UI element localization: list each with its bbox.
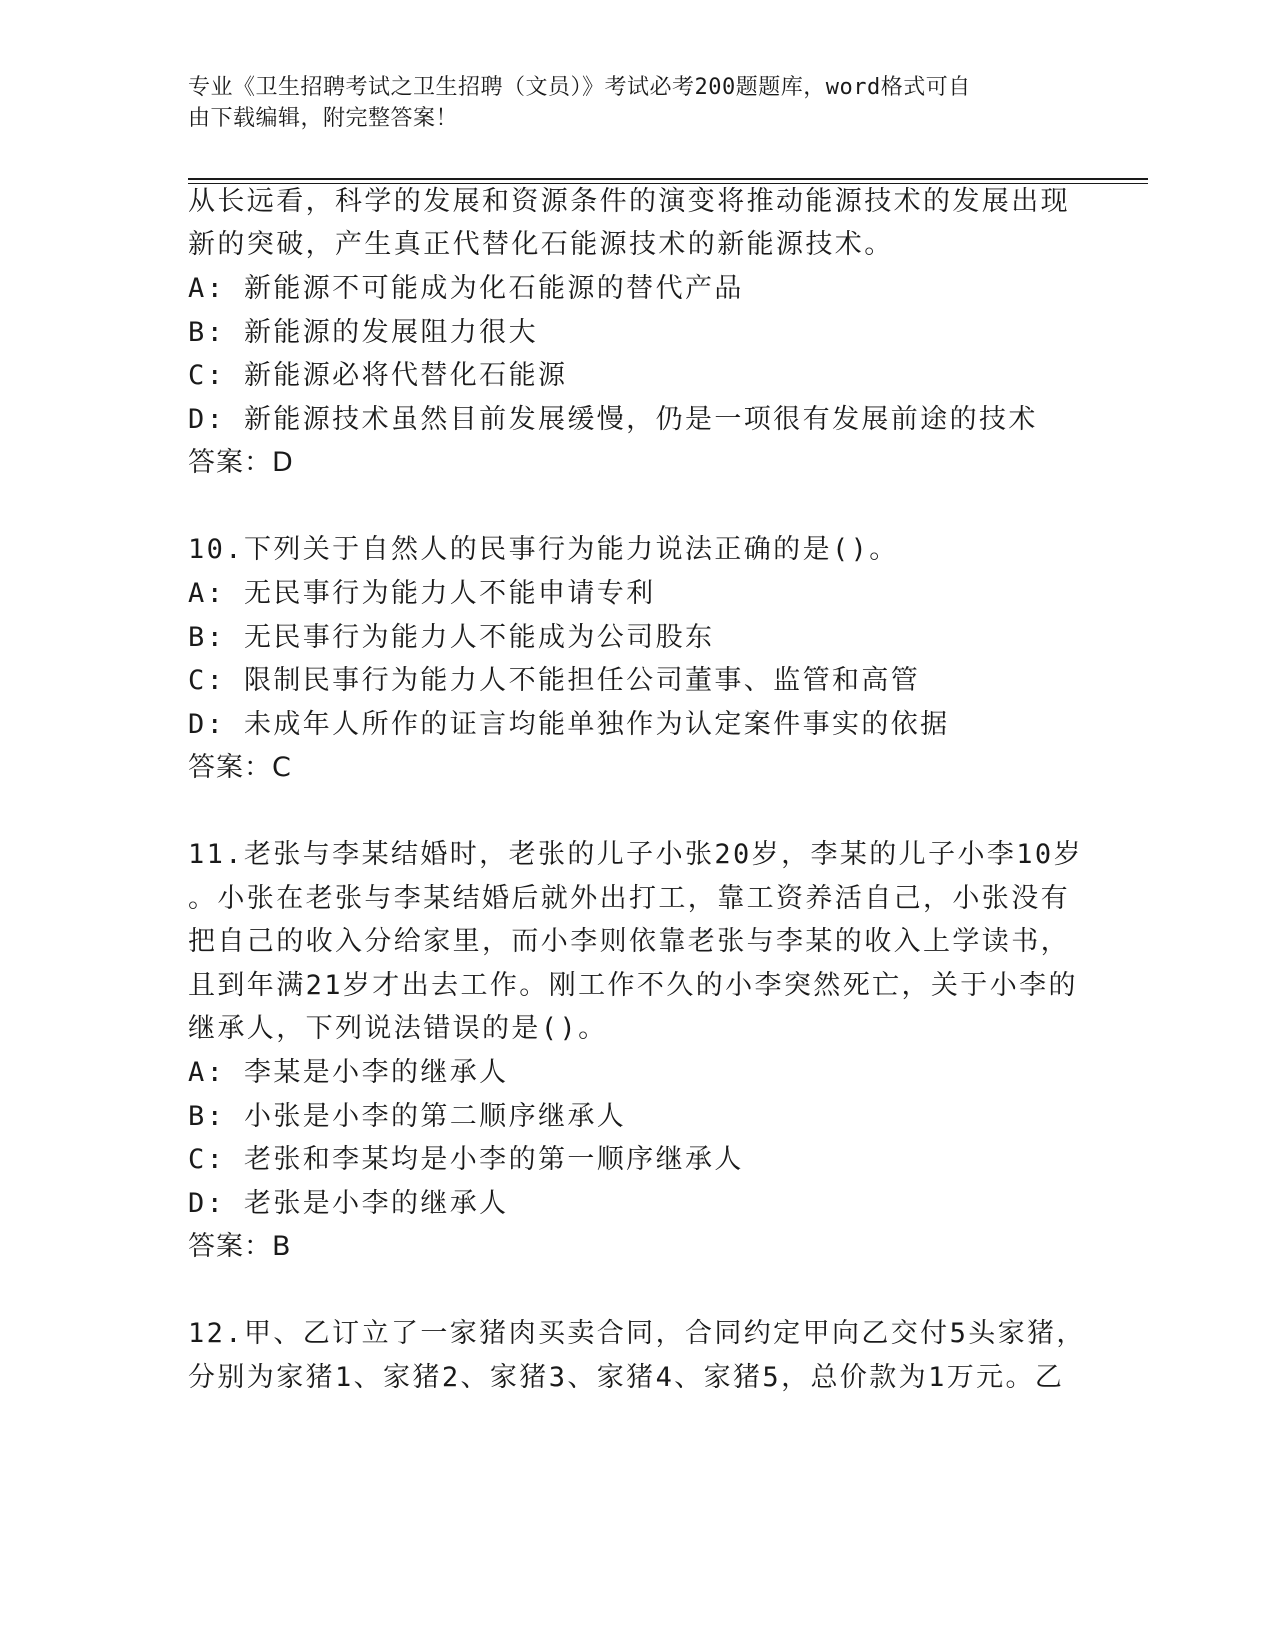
q11-option-a: A: 李某是小李的继承人 (188, 1057, 509, 1088)
q9-stem-line-1: 从长远看，科学的发展和资源条件的演变将推动能源技术的发展出现 (188, 186, 1070, 217)
q11-stem-line-2: 。小张在老张与李某结婚后就外出打工，靠工资养活自己，小张没有 (188, 883, 1070, 914)
q12-stem-line-1: 12.甲、乙订立了一家猪肉买卖合同，合同约定甲向乙交付5头家猪， (188, 1318, 1086, 1349)
q11-stem-line-5: 继承人，下列说法错误的是()。 (188, 1013, 608, 1044)
q10-stem-line-1: 10.下列关于自然人的民事行为能力说法正确的是()。 (188, 534, 899, 565)
q9-option-b: B: 新能源的发展阻力很大 (188, 317, 538, 348)
q10-option-b: B: 无民事行为能力人不能成为公司股东 (188, 622, 715, 653)
q9-answer: 答案：D (188, 447, 294, 478)
q11-stem-line-3: 把自己的收入分给家里，而小李则依靠老张与李某的收入上学读书， (188, 926, 1070, 957)
q11-option-b: B: 小张是小李的第二顺序继承人 (188, 1101, 627, 1132)
q9-option-a: A: 新能源不可能成为化石能源的替代产品 (188, 273, 744, 304)
q10-option-c: C: 限制民事行为能力人不能担任公司董事、监管和高管 (188, 665, 921, 696)
header-line-1: 专业《卫生招聘考试之卫生招聘（文员）》考试必考200题题库，word格式可自 (188, 75, 971, 100)
header-line-2: 由下载编辑，附完整答案！ (188, 106, 459, 131)
q11-option-c: C: 老张和李某均是小李的第一顺序继承人 (188, 1144, 744, 1175)
q11-stem-line-4: 且到年满21岁才出去工作。刚工作不久的小李突然死亡，关于小李的 (188, 970, 1078, 1001)
q10-option-a: A: 无民事行为能力人不能申请专利 (188, 578, 656, 609)
q9-option-d: D: 新能源技术虽然目前发展缓慢，仍是一项很有发展前途的技术 (188, 404, 1038, 435)
q12-stem-line-2: 分别为家猪1、家猪2、家猪3、家猪4、家猪5，总价款为1万元。乙 (188, 1362, 1065, 1393)
q9-option-c: C: 新能源必将代替化石能源 (188, 360, 568, 391)
q10-option-d: D: 未成年人所作的证言均能单独作为认定案件事实的依据 (188, 709, 950, 740)
q10-answer: 答案：C (188, 752, 292, 783)
q11-answer: 答案：B (188, 1231, 292, 1262)
q9-stem-line-2: 新的突破，产生真正代替化石能源技术的新能源技术。 (188, 229, 894, 260)
document-header (188, 72, 1068, 134)
header-divider-thick (188, 178, 1148, 180)
q11-stem-line-1: 11.老张与李某结婚时，老张的儿子小张20岁，李某的儿子小李10岁 (188, 839, 1083, 870)
q11-option-d: D: 老张是小李的继承人 (188, 1188, 509, 1219)
